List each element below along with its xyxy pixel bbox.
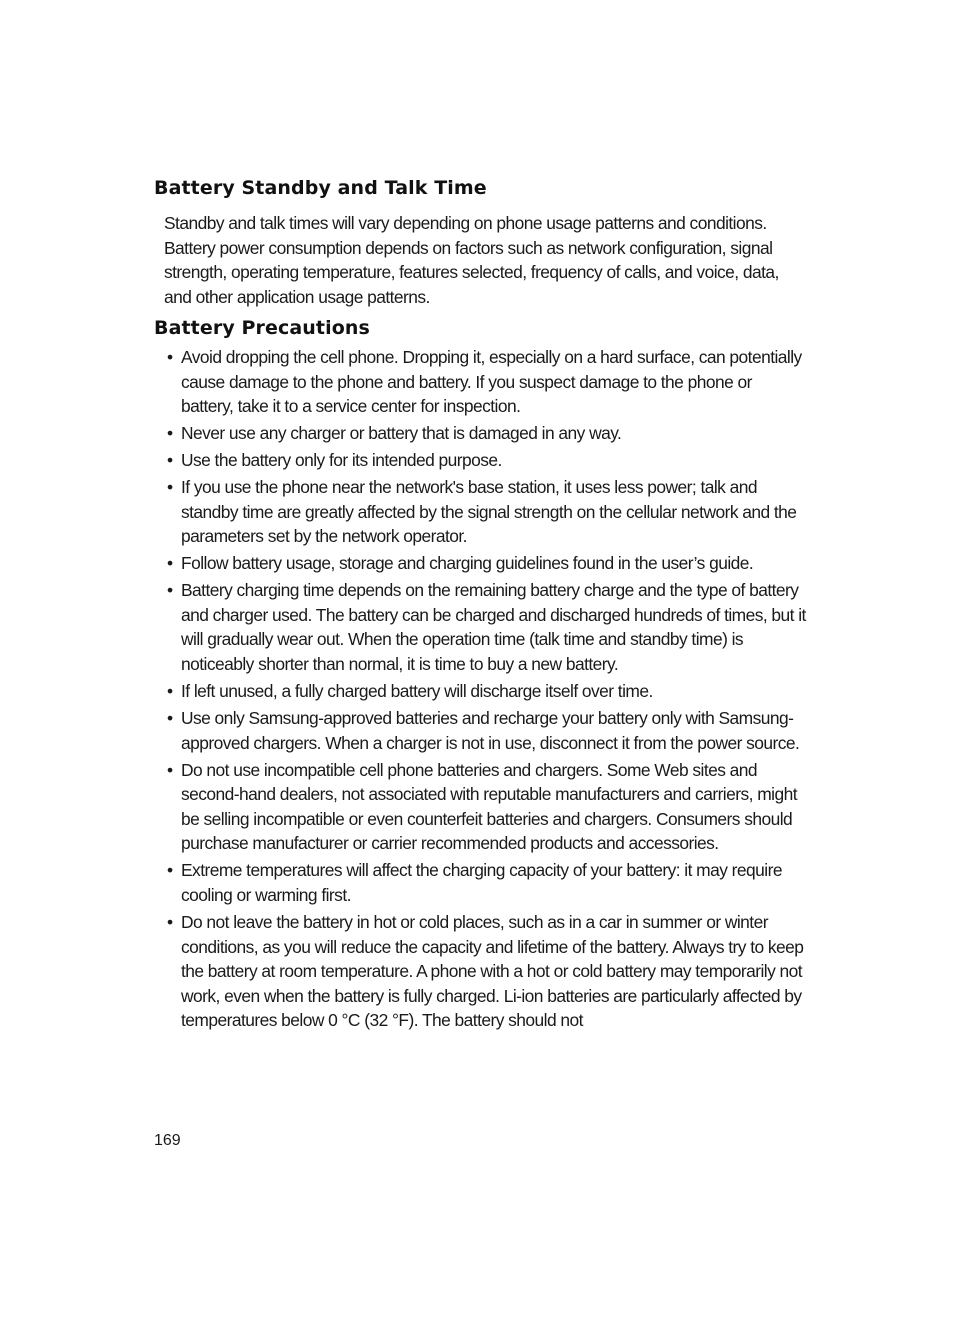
bullet-icon: • xyxy=(167,553,173,574)
page-number: 169 xyxy=(154,1132,181,1149)
list-item xyxy=(167,448,807,473)
bullet-icon: • xyxy=(167,860,173,881)
list-item xyxy=(167,758,807,856)
bullet-icon: • xyxy=(167,450,173,471)
list-item xyxy=(167,475,807,549)
list-item xyxy=(167,910,807,1033)
list-item-text: If left unused, a fully charged battery will discharge itself over time. xyxy=(181,681,653,702)
bullet-icon: • xyxy=(167,423,173,444)
list-item-text: Battery charging time depends on the remaining battery charge and the type of battery and charger used. The battery can be charged and discharged hundreds of times, but it will gradually wear out. When the operation time (talk time and standby time) is noticeably shorter than normal, it is time to buy a new battery. xyxy=(181,580,806,675)
list-item-text: Do not use incompatible cell phone batteries and chargers. Some Web sites and second-hand dealers, not associated with reputable manufacturers and carriers, might be selling incompatible or even counterfeit batteries and chargers. Consumers should purchase manufacturer or carrier recommended products and accessories. xyxy=(181,759,797,854)
list-item xyxy=(167,421,807,446)
list-item-text: If you use the phone near the network's base station, it uses less power; talk and standby time are greatly affected by the signal strength on the cellular network and the parameters set by the network operator. xyxy=(181,477,797,547)
list-item xyxy=(167,578,807,676)
list-item-text: Use only Samsung-approved batteries and recharge your battery only with Samsung-approved chargers. When a charger is not in use, disconnect it from the power source. xyxy=(181,708,800,753)
bullet-icon: • xyxy=(167,759,173,780)
list-item-text: Use the battery only for its intended purpose. xyxy=(181,450,502,471)
section-heading-battery-precautions: Battery Precautions xyxy=(154,317,370,339)
standby-talk-time-paragraph: Standby and talk times will vary depending on phone usage patterns and conditions. Battery power consumption depends on factors such as network configuration, signal strength, operating temperature, features selected, frequency of calls, and voice, data, and other application usage patterns. xyxy=(164,213,779,308)
list-item-text: Avoid dropping the cell phone. Dropping it, especially on a hard surface, can potentially cause damage to the phone and battery. If you suspect damage to the phone or battery, take it to a service center for inspection. xyxy=(181,347,802,417)
list-item xyxy=(167,858,807,907)
bullet-icon: • xyxy=(167,580,173,601)
list-item xyxy=(167,706,807,755)
bullet-icon: • xyxy=(167,708,173,729)
section-heading-standby-talk-time: Battery Standby and Talk Time xyxy=(154,177,487,199)
list-item xyxy=(167,679,807,704)
list-item-text: Follow battery usage, storage and charging guidelines found in the user’s guide. xyxy=(181,553,754,574)
bullet-icon: • xyxy=(167,681,173,702)
list-item-text: Extreme temperatures will affect the charging capacity of your battery: it may require cooling or warming first. xyxy=(181,860,782,905)
list-item xyxy=(167,345,807,419)
bullet-icon: • xyxy=(167,477,173,498)
bullet-icon: • xyxy=(167,347,173,367)
list-item-text: Do not leave the battery in hot or cold places, such as in a car in summer or winter conditions, as you will reduce the capacity and lifetime of the battery. Always try to keep the battery at room temperature. A phone with a hot or cold battery may temporarily not work, even when the battery is fully charged. Li-ion batteries are particularly affected by temperatures below 0 °C (32 °F). The battery should not xyxy=(181,911,804,1031)
list-item-text: Never use any charger or battery that is damaged in any way. xyxy=(181,423,622,444)
bullet-icon: • xyxy=(167,911,173,932)
battery-precautions-list xyxy=(167,345,807,1035)
list-item xyxy=(167,551,807,576)
